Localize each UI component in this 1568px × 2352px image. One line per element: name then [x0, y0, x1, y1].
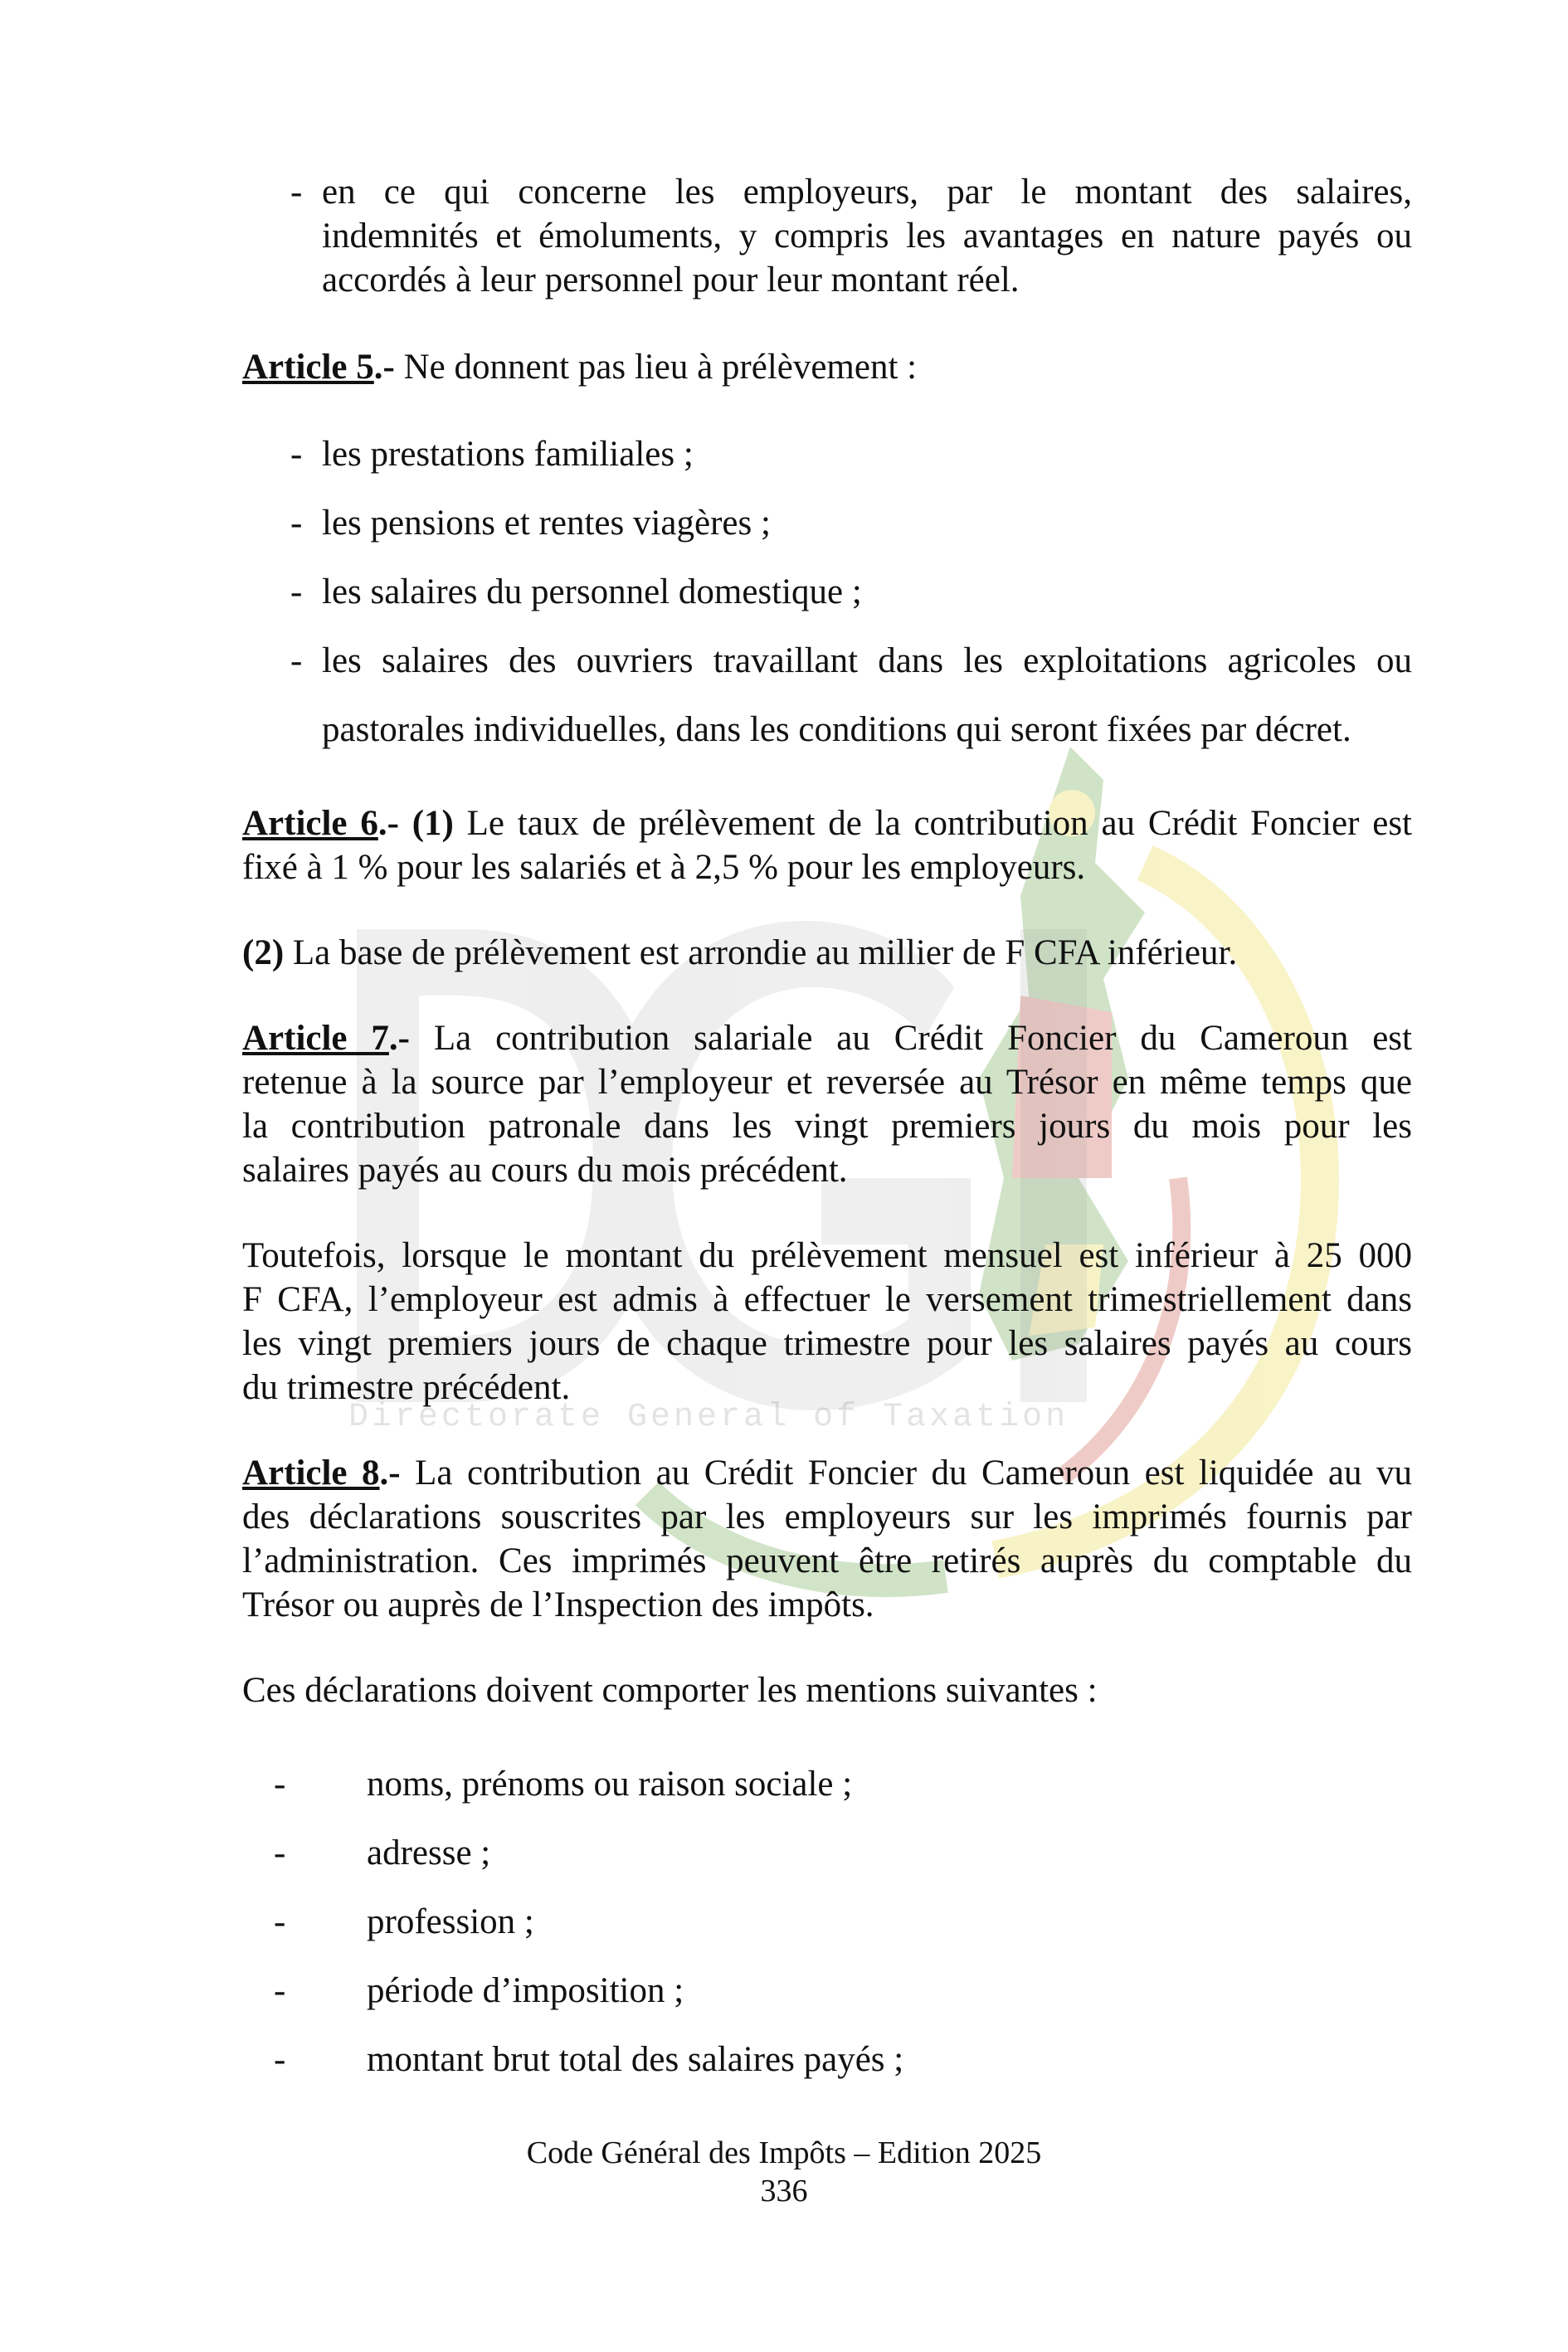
article-7-label: Article 7: [242, 1019, 389, 1058]
article-6-para-1-number: (1): [411, 804, 454, 843]
dash-bullet: -: [274, 2040, 286, 2079]
list-item: [242, 1900, 1412, 1944]
intro-list-item: [242, 170, 1412, 302]
list-item: [242, 432, 1412, 476]
article-8-mentions-intro: Ces déclarations doivent comporter les mentions suivantes :: [242, 1671, 1098, 1710]
article-7-para-2-line-1: Toutefois, lorsque le montant du prélèvement mensuel est inférieur à 25 000: [242, 1236, 1412, 1275]
article-5-list: [242, 432, 1412, 752]
footer-title: Code Général des Impôts – Edition 2025: [526, 2135, 1042, 2170]
article-6-para-2-text: La base de prélèvement est arrondie au millier de F CFA inférieur.: [284, 933, 1238, 972]
article-8-sep: .-: [379, 1454, 401, 1493]
dash-bullet: -: [290, 572, 303, 611]
article-6: [242, 801, 1412, 975]
article-6-para-2-number: (2): [242, 933, 285, 972]
page-number: 336: [760, 2174, 808, 2208]
dash-bullet: -: [274, 1971, 286, 2010]
list-item-text: période d’imposition ;: [367, 1971, 684, 2010]
article-8-line-2: des déclarations souscrites par les employeurs sur les imprimés fournis par: [242, 1497, 1412, 1536]
list-item-text: les pensions et rentes viagères ;: [322, 504, 771, 543]
intro-line-3: accordés à leur personnel pour leur montant réel.: [322, 261, 1020, 299]
article-7-sep: .-: [388, 1019, 410, 1058]
list-item: [242, 639, 1412, 752]
article-7-para-2-line-4: du trimestre précédent.: [242, 1368, 571, 1407]
list-item: [242, 1762, 1412, 1806]
article-8-line-3: l’administration. Ces imprimés peuvent être retirés auprès du comptable du: [242, 1541, 1412, 1580]
article-8-label: Article 8: [242, 1454, 380, 1493]
article-6-para-1-text: Le taux de prélèvement de la contribution au Crédit Foncier est: [453, 804, 1413, 843]
article-7-line-2: retenue à la source par l’employeur et reversée au Trésor en même temps que: [242, 1063, 1412, 1102]
list-item: [242, 1831, 1412, 1875]
article-7-line-4: salaires payés au cours du mois précédent.: [242, 1151, 848, 1190]
list-item: [242, 501, 1412, 545]
article-6-sep: .-: [377, 804, 399, 843]
list-item: [242, 570, 1412, 614]
article-7: [242, 1016, 1412, 1410]
article-7-para-2-line-2: F CFA, l’employeur est admis à effectuer le versement trimestriellement dans: [242, 1280, 1412, 1319]
list-item-text: profession ;: [367, 1902, 534, 1941]
dash-bullet: -: [274, 1765, 286, 1804]
article-7-para-2-line-3: les vingt premiers jours de chaque trimestre pour les salaires payés au cours: [242, 1324, 1412, 1363]
article-6-line-2: fixé à 1 % pour les salariés et à 2,5 % pour les employeurs.: [242, 848, 1086, 887]
list-item: [242, 1969, 1412, 2013]
watermark-tagline: Directorate General of Taxation: [348, 1399, 1069, 1436]
list-item-text: les salaires du personnel domestique ;: [322, 572, 862, 611]
dash-bullet: -: [274, 1833, 286, 1872]
list-item-text: adresse ;: [367, 1833, 491, 1872]
dash-bullet: -: [290, 641, 303, 680]
list-item-text: montant brut total des salaires payés ;: [367, 2040, 904, 2079]
article-5-heading: [242, 345, 1412, 389]
intro-line-1: en ce qui concerne les employeurs, par le montant des salaires,: [322, 173, 1412, 212]
list-item-text: les prestations familiales ;: [322, 435, 694, 474]
article-5-sep: .-: [373, 348, 395, 387]
list-item: [242, 2038, 1412, 2082]
article-7-text: La contribution salariale au Crédit Foncier du Cameroun est: [409, 1019, 1412, 1058]
article-8-line-1: [242, 1451, 1412, 1495]
page-footer: [0, 2134, 1568, 2210]
article-5-label: Article 5: [242, 348, 374, 387]
intro-line-2: indemnités et émoluments, y compris les avantages en nature payés ou: [322, 217, 1412, 256]
article-7-line-3: la contribution patronale dans les vingt premiers jours du mois pour les: [242, 1107, 1412, 1146]
article-6-line-1: [242, 801, 1412, 845]
article-5-text: Ne donnent pas lieu à prélèvement :: [394, 348, 918, 387]
page-content: [242, 170, 1412, 2082]
list-item-text-line-2: pastorales individuelles, dans les conditions qui seront fixées par décret.: [322, 710, 1351, 749]
dash-bullet: -: [290, 173, 303, 212]
article-6-label: Article 6: [242, 804, 378, 843]
dash-bullet: -: [290, 504, 303, 543]
article-8-mentions-list: [242, 1762, 1412, 2082]
article-7-para-2: [242, 1234, 1412, 1410]
article-6-para-2: [242, 931, 1412, 975]
dash-bullet: -: [290, 435, 303, 474]
article-7-line-1: [242, 1016, 1412, 1060]
list-item-text-line-1: les salaires des ouvriers travaillant dans les exploitations agricoles ou: [322, 641, 1412, 680]
dash-bullet: -: [274, 1902, 286, 1941]
list-item-text: noms, prénoms ou raison sociale ;: [367, 1765, 853, 1804]
article-8-line-4: Trésor ou auprès de l’Inspection des impôts.: [242, 1585, 874, 1624]
article-8-text: La contribution au Crédit Foncier du Cameroun est liquidée au vu: [400, 1454, 1412, 1493]
article-8: [242, 1451, 1412, 2082]
